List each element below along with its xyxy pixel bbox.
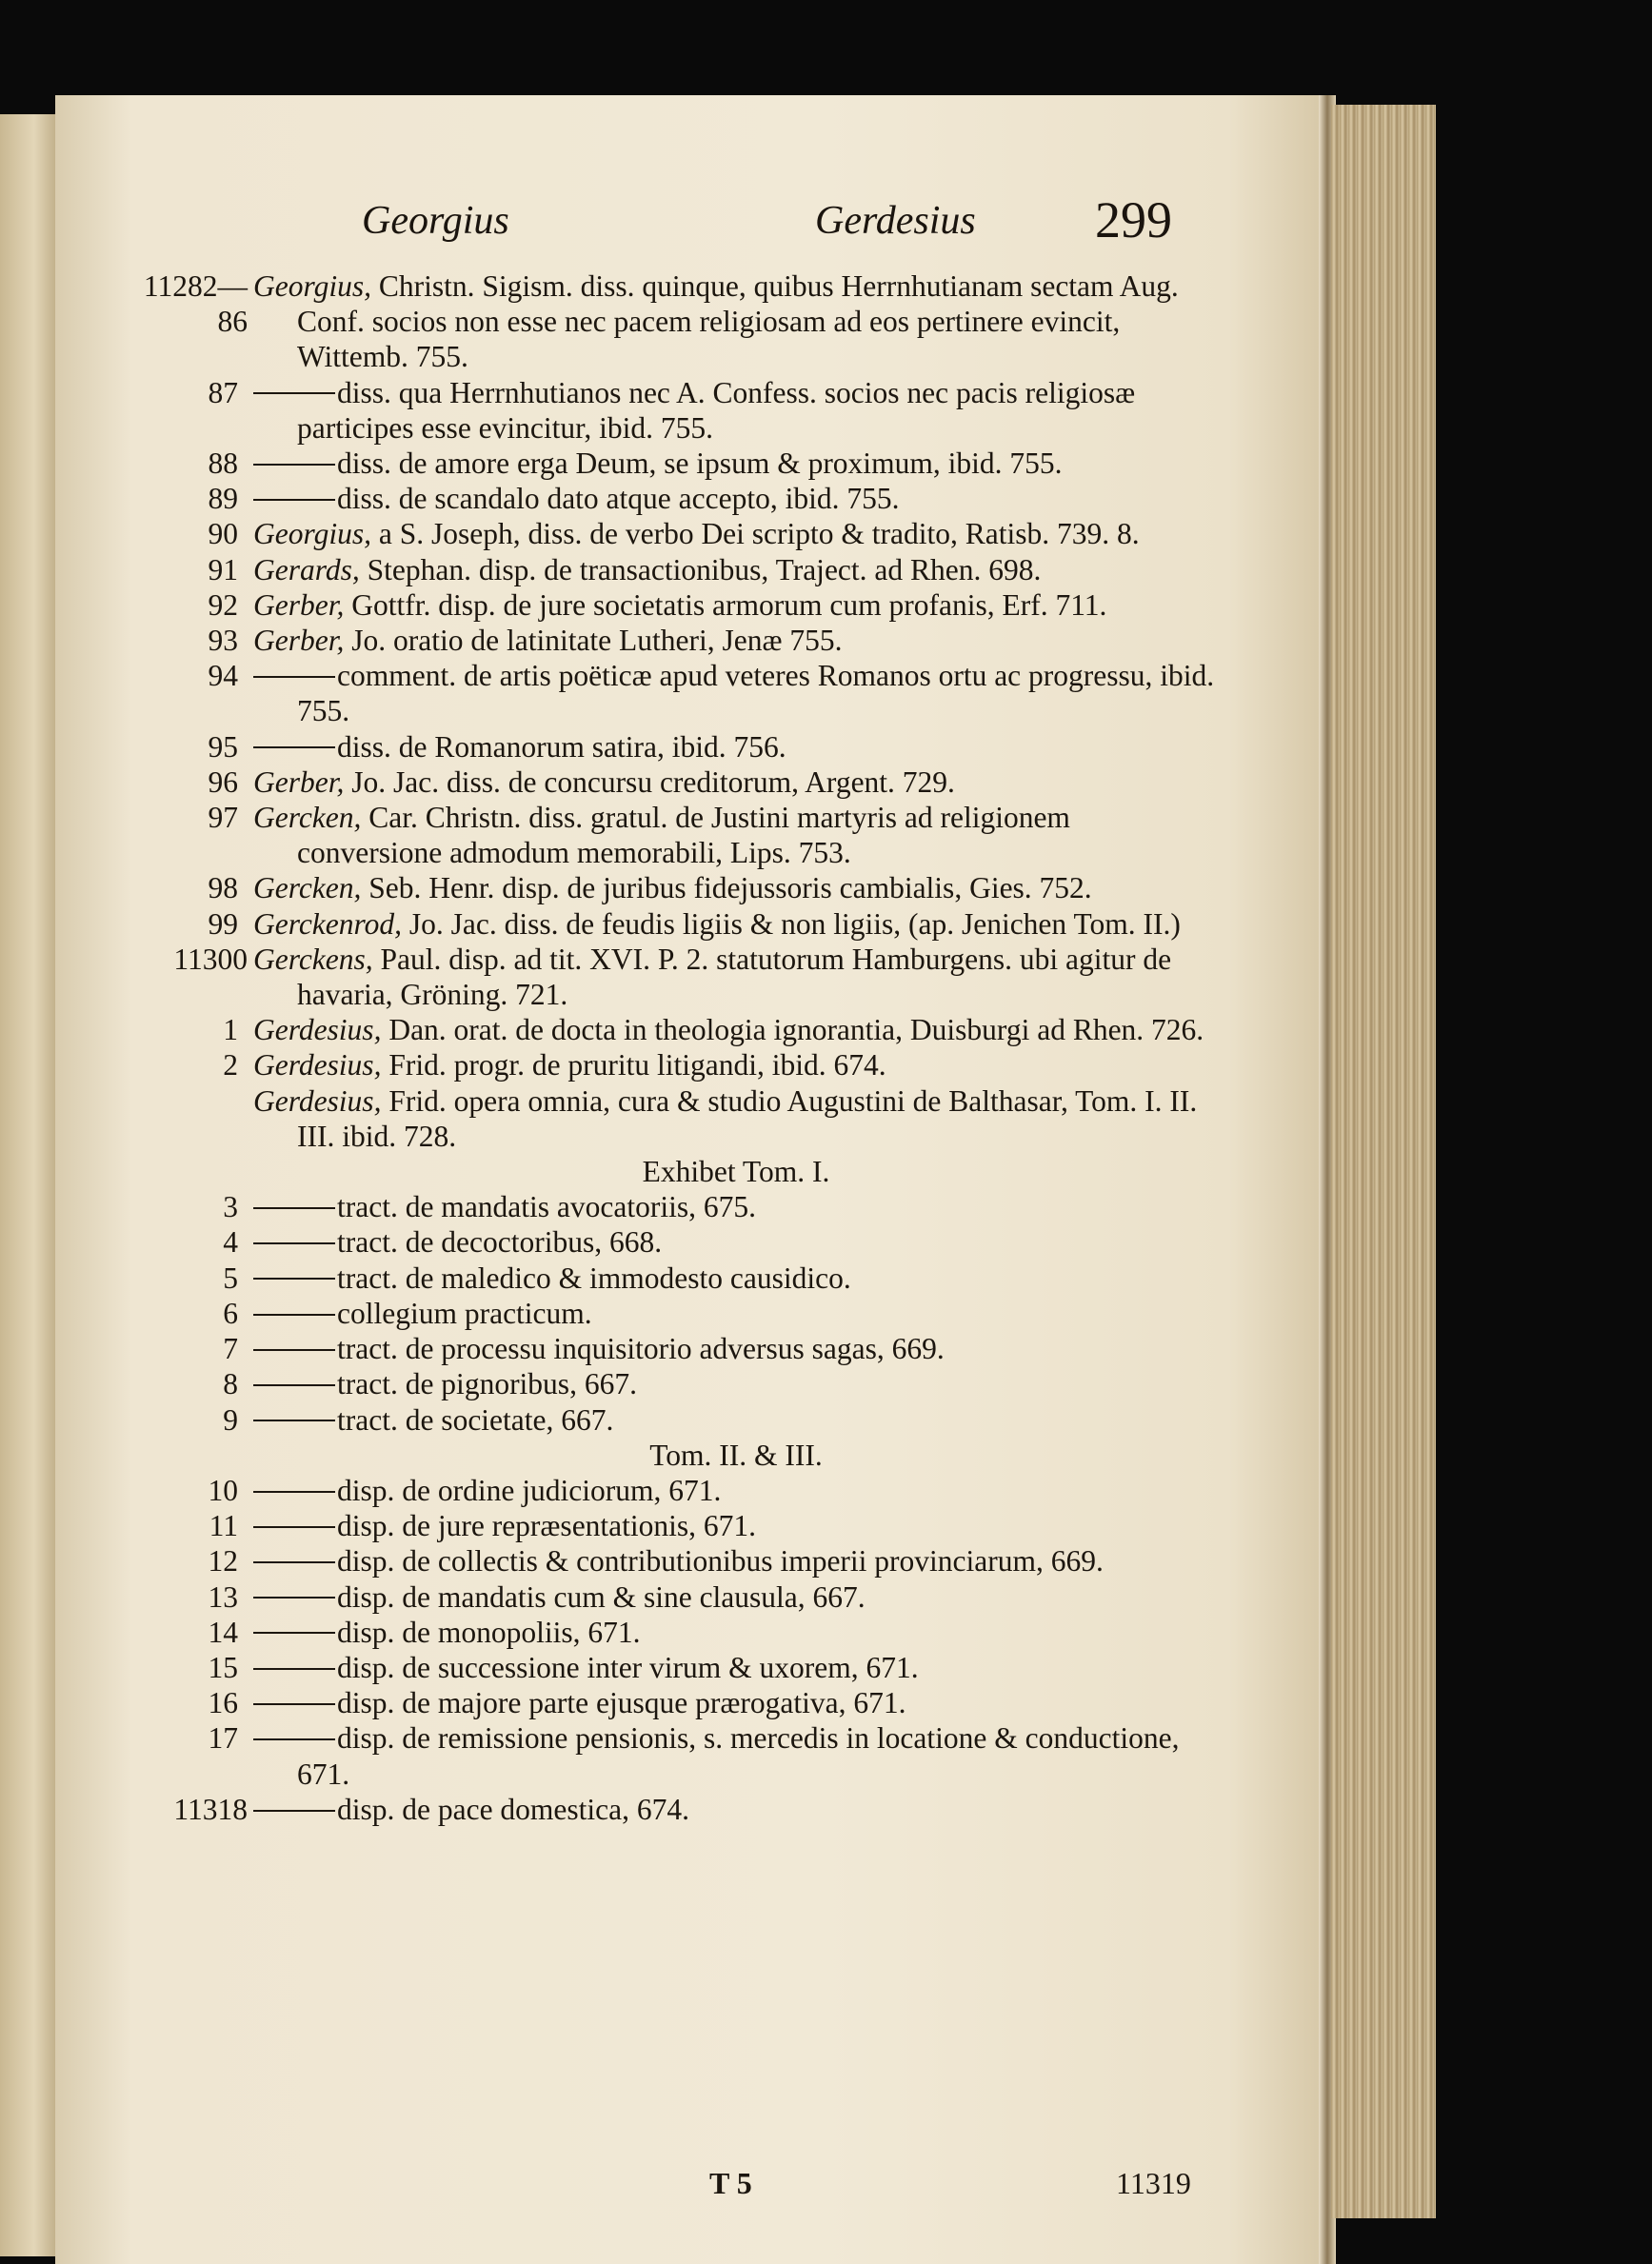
catalogue-entry bbox=[152, 1224, 1219, 1260]
page-number: 299 bbox=[1095, 191, 1172, 248]
catalogue-entry bbox=[152, 552, 1219, 587]
entry-title: Frid. opera omnia, cura & studio Augustini de Balthasar, Tom. I. II. III. ibid. 728. bbox=[297, 1083, 1198, 1153]
catalogue-entry bbox=[152, 1012, 1219, 1047]
entry-text bbox=[253, 1579, 1219, 1615]
entry-text bbox=[253, 800, 1219, 870]
catalogue-entry bbox=[152, 1615, 1219, 1650]
entry-title: disp. de remissione pensionis, s. mercedis in locatione & conductione, 671. bbox=[297, 1721, 1180, 1791]
running-header bbox=[248, 190, 1200, 257]
entry-title: disp. de jure repræsentationis, 671. bbox=[337, 1509, 757, 1543]
entry-title: Jo. oratio de latinitate Lutheri, Jenæ 755. bbox=[351, 624, 843, 658]
entry-text bbox=[253, 1792, 1219, 1827]
ditto-dash bbox=[253, 392, 335, 394]
entry-title: tract. de decoctoribus, 668. bbox=[337, 1225, 663, 1260]
entry-number: 91 bbox=[208, 552, 238, 586]
catalogue-entry bbox=[152, 942, 1219, 1012]
entry-text bbox=[253, 1189, 1219, 1224]
entry-text bbox=[253, 1508, 1219, 1543]
entry-title: Stephan. disp. de transactionibus, Traject. ad Rhen. 698. bbox=[367, 552, 1042, 586]
entry-number: 7 bbox=[223, 1332, 238, 1366]
entry-title: disp. de majore parte ejusque prærogativa, 671. bbox=[337, 1686, 906, 1720]
entry-title: a S. Joseph, diss. de verbo Dei scripto & tradito, Ratisb. 739. 8. bbox=[378, 517, 1140, 551]
subheading-tom-2-3: Tom. II. & III. bbox=[649, 1438, 823, 1472]
entry-title: tract. de maledico & immodesto causidico. bbox=[337, 1261, 851, 1295]
author-name: Gercken, bbox=[253, 801, 369, 835]
entry-number: 14 bbox=[208, 1615, 238, 1649]
entry-number: 90 bbox=[208, 517, 238, 551]
ditto-dash bbox=[253, 464, 335, 466]
entry-text bbox=[253, 870, 1219, 905]
ditto-dash bbox=[253, 1278, 335, 1280]
author-name: Gerber, bbox=[253, 765, 352, 799]
catalogue-entry bbox=[152, 587, 1219, 623]
catalogue-entry bbox=[143, 268, 1219, 375]
entry-number: 99 bbox=[208, 906, 238, 941]
entry-number: 4 bbox=[223, 1225, 238, 1260]
ditto-dash bbox=[253, 1810, 335, 1812]
entry-number: 8 bbox=[223, 1367, 238, 1401]
entry-title: tract. de processu inquisitorio adversus sagas, 669. bbox=[337, 1332, 945, 1366]
ditto-dash bbox=[253, 1703, 335, 1705]
entry-text bbox=[253, 1473, 1219, 1508]
entry-text bbox=[253, 1650, 1219, 1685]
entry-text bbox=[253, 375, 1219, 446]
catalogue-content bbox=[143, 268, 1219, 1827]
author-name: Gerdesius, bbox=[253, 1013, 389, 1047]
author-name: Gerckens, bbox=[253, 942, 381, 976]
entry-number: 13 bbox=[208, 1579, 238, 1614]
entry-title: Car. Christn. diss. gratul. de Justini martyris ad religionem conversione admodum memorabili, Lips. 753. bbox=[297, 801, 1070, 870]
entry-number: 3 bbox=[223, 1190, 238, 1224]
entry-title: disp. de monopoliis, 671. bbox=[337, 1615, 641, 1649]
entry-number: 15 bbox=[208, 1650, 238, 1684]
catalogue-entry bbox=[152, 870, 1219, 905]
entry-title: disp. de ordine judiciorum, 671. bbox=[337, 1473, 722, 1507]
catalogue-entry bbox=[152, 375, 1219, 446]
ditto-dash bbox=[253, 499, 335, 501]
ditto-dash bbox=[253, 1491, 335, 1493]
entry-title: Paul. disp. ad tit. XVI. P. 2. statutorum Hamburgens. ubi agitur de havaria, Gröning. 721. bbox=[297, 942, 1172, 1012]
entry-title: tract. de pignoribus, 667. bbox=[337, 1367, 637, 1401]
entry-title: Seb. Henr. disp. de juribus fidejussoris cambialis, Gies. 752. bbox=[368, 871, 1092, 905]
author-name: Gerckenrod, bbox=[253, 906, 409, 941]
catchword: 11319 bbox=[1116, 2166, 1191, 2200]
entry-number: 98 bbox=[208, 871, 238, 905]
catalogue-entry bbox=[152, 1579, 1219, 1615]
entry-text bbox=[253, 765, 1219, 800]
signature-mark: T 5 bbox=[709, 2166, 752, 2200]
subheading-tom-1: Exhibet Tom. I. bbox=[642, 1155, 830, 1189]
catalogue-entry bbox=[152, 1720, 1219, 1791]
catalogue-entry bbox=[152, 1189, 1219, 1224]
ditto-dash bbox=[253, 676, 335, 678]
ditto-dash bbox=[253, 746, 335, 748]
catalogue-entry bbox=[152, 1083, 1219, 1154]
entry-title: Christn. Sigism. diss. quinque, quibus Herrnhutianam sectam Aug. Conf. socios non esse nec pacem religiosam ad eos pertinere evincit, Wittemb. 755. bbox=[297, 269, 1179, 374]
entry-number: 88 bbox=[208, 447, 238, 481]
catalogue-entry bbox=[152, 1650, 1219, 1685]
entries-tom-1 bbox=[152, 1189, 1219, 1437]
ditto-dash bbox=[253, 1384, 335, 1386]
catalogue-entry bbox=[152, 516, 1219, 551]
author-name: Gerdesius, bbox=[253, 1048, 389, 1082]
catalogue-entry bbox=[152, 1508, 1219, 1543]
entry-number: 87 bbox=[208, 375, 238, 409]
author-name: Georgius, bbox=[253, 269, 379, 303]
page-block-edge bbox=[1331, 105, 1436, 2218]
entry-text bbox=[253, 1543, 1219, 1579]
ditto-dash bbox=[253, 1314, 335, 1316]
entry-text bbox=[253, 1615, 1219, 1650]
ditto-dash bbox=[253, 1668, 335, 1670]
entry-text bbox=[253, 1047, 1219, 1082]
catalogue-entry bbox=[152, 1366, 1219, 1401]
author-name: Gercken, bbox=[253, 871, 369, 905]
author-name: Georgius, bbox=[253, 517, 379, 551]
entry-number: 16 bbox=[208, 1686, 238, 1720]
ditto-dash bbox=[253, 1597, 335, 1599]
entry-text bbox=[253, 268, 1219, 375]
catalogue-entry bbox=[152, 800, 1219, 870]
entry-title: Jo. Jac. diss. de concursu creditorum, Argent. 729. bbox=[351, 765, 955, 799]
entry-text bbox=[253, 1224, 1219, 1260]
catalogue-entry bbox=[152, 1261, 1219, 1296]
ditto-dash bbox=[253, 1561, 335, 1563]
entry-title: comment. de artis poëticæ apud veteres Romanos ortu ac progressu, ibid. 755. bbox=[297, 659, 1215, 728]
entry-title: Dan. orat. de docta in theologia ignorantia, Duisburgi ad Rhen. 726. bbox=[388, 1013, 1204, 1047]
entry-number: 1 bbox=[223, 1013, 238, 1047]
entry-text bbox=[253, 906, 1219, 942]
author-name: Gerber, bbox=[253, 624, 352, 658]
ditto-dash bbox=[253, 1349, 335, 1351]
entry-title: diss. de Romanorum satira, ibid. 756. bbox=[337, 729, 786, 764]
ditto-dash bbox=[253, 1242, 335, 1244]
entry-title: diss. de scandalo dato atque accepto, ibid. 755. bbox=[337, 482, 900, 516]
entry-number: 10 bbox=[208, 1473, 238, 1507]
catalogue-entry bbox=[152, 1792, 1219, 1827]
entries-main bbox=[143, 268, 1219, 1154]
entry-number: 96 bbox=[208, 765, 238, 799]
facing-page-edge bbox=[0, 114, 57, 2256]
entry-title: diss. de amore erga Deum, se ipsum & proximum, ibid. 755. bbox=[337, 447, 1063, 481]
entry-number: 2 bbox=[223, 1048, 238, 1082]
entry-title: tract. de mandatis avocatoriis, 675. bbox=[337, 1190, 756, 1224]
entry-text bbox=[253, 942, 1219, 1012]
catalogue-entry bbox=[152, 729, 1219, 765]
ditto-dash bbox=[253, 1526, 335, 1528]
entry-number: 11282—86 bbox=[143, 269, 248, 339]
catalogue-entry bbox=[152, 1331, 1219, 1366]
entry-text bbox=[253, 516, 1219, 551]
entry-text bbox=[253, 623, 1219, 658]
entry-text bbox=[253, 1261, 1219, 1296]
catalogue-entry bbox=[152, 446, 1219, 481]
entry-title: disp. de pace domestica, 674. bbox=[337, 1792, 690, 1826]
page-footer bbox=[152, 2166, 1219, 2214]
author-name: Gerards, bbox=[253, 552, 368, 586]
entry-title: disp. de mandatis cum & sine clausula, 667. bbox=[337, 1579, 866, 1614]
entry-number: 11 bbox=[209, 1509, 238, 1543]
entry-title: Frid. progr. de pruritu litigandi, ibid. 674. bbox=[388, 1048, 886, 1082]
entry-text bbox=[253, 446, 1219, 481]
entry-title: disp. de successione inter virum & uxorem, 671. bbox=[337, 1650, 919, 1684]
catalogue-entry bbox=[152, 765, 1219, 800]
catalogue-entry bbox=[152, 1473, 1219, 1508]
entries-tom-2-3 bbox=[152, 1473, 1219, 1827]
entry-number: 11318 bbox=[173, 1792, 248, 1826]
entry-text bbox=[253, 1083, 1219, 1154]
entry-text bbox=[253, 587, 1219, 623]
entry-number: 92 bbox=[208, 587, 238, 622]
entry-title: disp. de collectis & contributionibus imperii provinciarum, 669. bbox=[337, 1544, 1104, 1579]
entry-number: 12 bbox=[208, 1544, 238, 1579]
catalogue-entry bbox=[152, 906, 1219, 942]
entry-number: 5 bbox=[223, 1261, 238, 1295]
entry-number: 89 bbox=[208, 482, 238, 516]
entry-number: 11300 bbox=[173, 942, 248, 976]
entry-text bbox=[253, 1331, 1219, 1366]
entry-number: 97 bbox=[208, 801, 238, 835]
catalogue-entry bbox=[152, 481, 1219, 516]
ditto-dash bbox=[253, 1207, 335, 1209]
catalogue-entry bbox=[152, 1543, 1219, 1579]
entry-number: 6 bbox=[223, 1296, 238, 1330]
catalogue-entry bbox=[152, 1296, 1219, 1331]
entry-title: Gottfr. disp. de jure societatis armorum cum profanis, Erf. 711. bbox=[351, 587, 1107, 622]
entry-text bbox=[253, 1366, 1219, 1401]
entry-text bbox=[253, 1720, 1219, 1791]
author-name: Gerdesius, bbox=[253, 1083, 389, 1118]
author-name: Gerber, bbox=[253, 587, 352, 622]
entry-number: 17 bbox=[208, 1721, 238, 1756]
catalogue-entry bbox=[152, 623, 1219, 658]
header-middle-word: Gerdesius bbox=[815, 199, 976, 243]
entry-title: diss. qua Herrnhutianos nec A. Confess. socios nec pacis religiosæ participes esse evincitur, ibid. 755. bbox=[297, 375, 1136, 445]
entry-title: tract. de societate, 667. bbox=[337, 1402, 614, 1437]
catalogue-entry bbox=[152, 1402, 1219, 1438]
ditto-dash bbox=[253, 1632, 335, 1634]
catalogue-entry bbox=[152, 1685, 1219, 1720]
entry-text bbox=[253, 552, 1219, 587]
catalogue-entry bbox=[152, 658, 1219, 728]
ditto-dash bbox=[253, 1420, 335, 1421]
entry-text bbox=[253, 729, 1219, 765]
entry-text bbox=[253, 1685, 1219, 1720]
entry-text bbox=[253, 1296, 1219, 1331]
entry-text bbox=[253, 1402, 1219, 1438]
entry-title: Jo. Jac. diss. de feudis ligiis & non ligiis, (ap. Jenichen Tom. II.) bbox=[408, 906, 1181, 941]
entry-number: 93 bbox=[208, 624, 238, 658]
entry-text bbox=[253, 1012, 1219, 1047]
entry-number: 94 bbox=[208, 659, 238, 693]
entry-number: 95 bbox=[208, 729, 238, 764]
entry-text bbox=[253, 658, 1219, 728]
header-left-word: Georgius bbox=[362, 199, 509, 243]
entry-number: 9 bbox=[223, 1402, 238, 1437]
entry-title: collegium practicum. bbox=[337, 1296, 592, 1330]
catalogue-entry bbox=[152, 1047, 1219, 1082]
entry-text bbox=[253, 481, 1219, 516]
ditto-dash bbox=[253, 1738, 335, 1740]
